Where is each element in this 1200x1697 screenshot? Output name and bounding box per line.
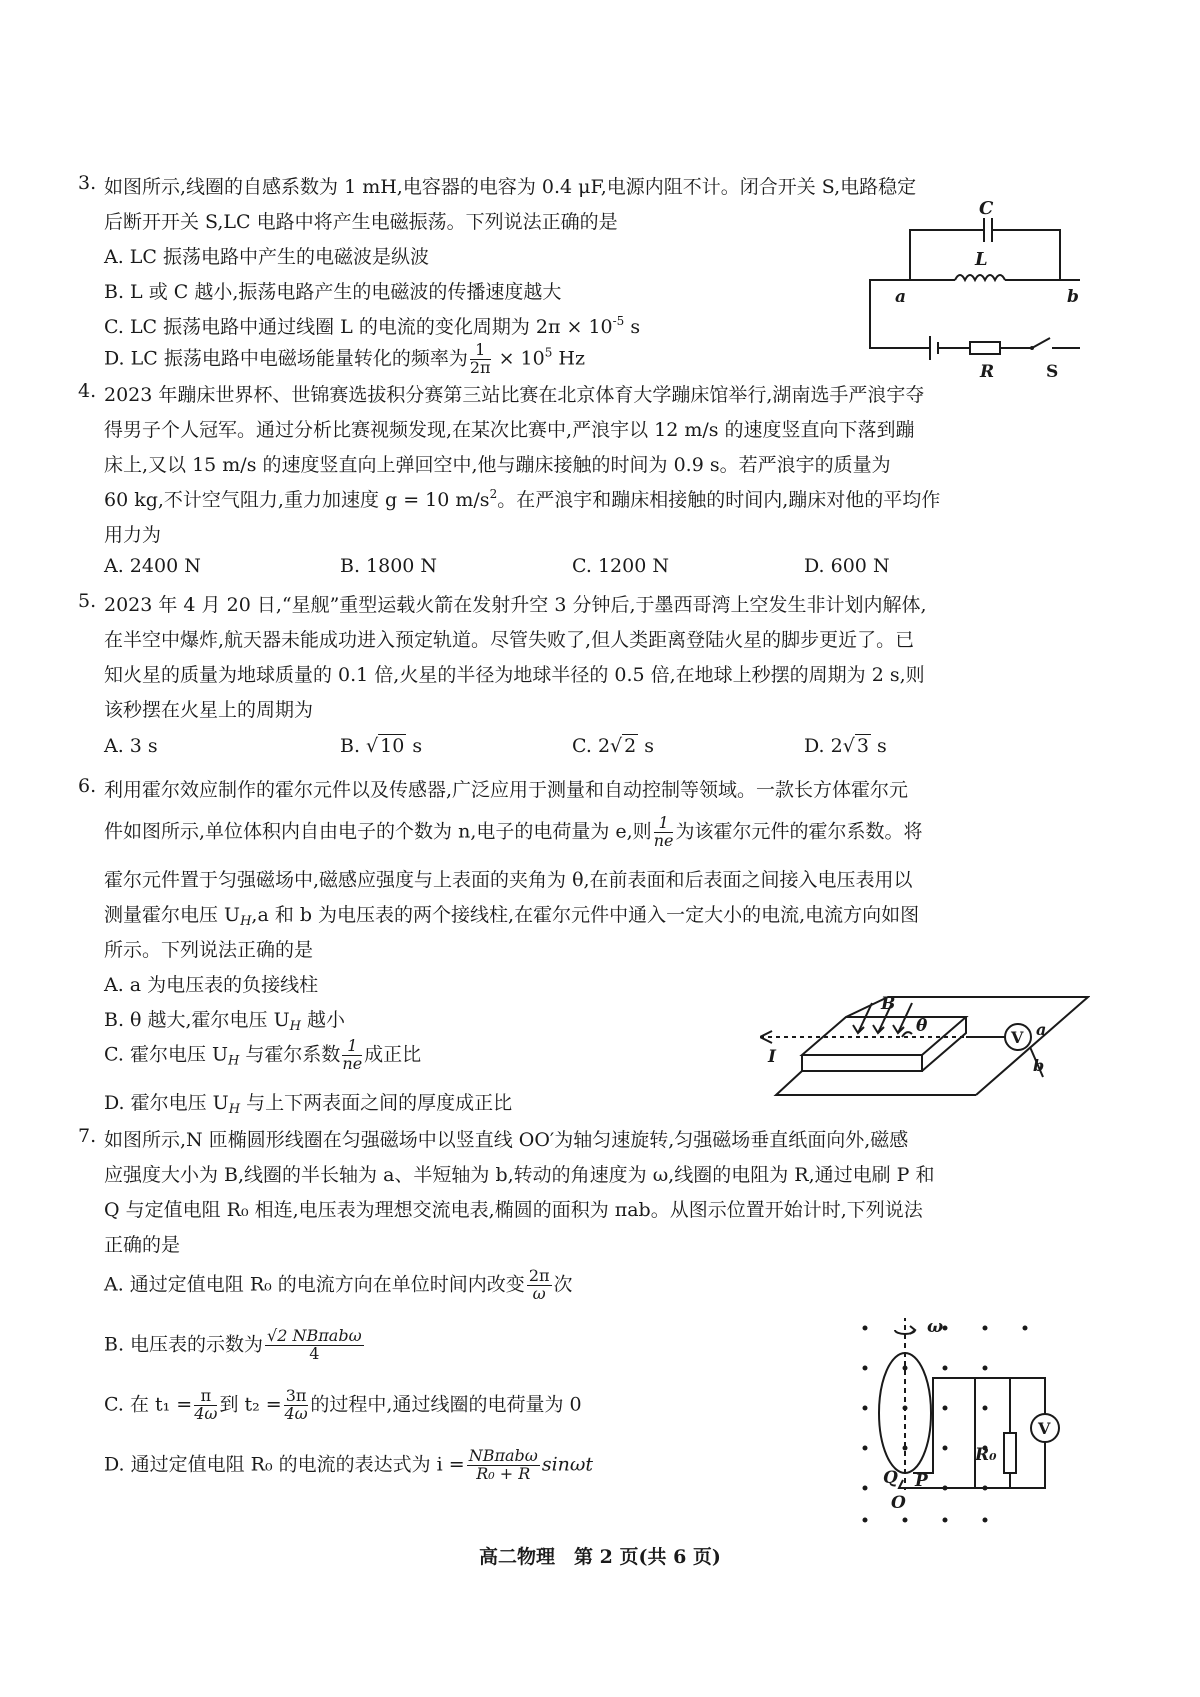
q5-stem-line2: 在半空中爆炸,航天器未能成功进入预定轨道。尽管失败了,但人类距离登陆火星的脚步更近了。已: [104, 629, 915, 651]
q7-stem-line3: Q 与定值电阻 R₀ 相连,电压表为理想交流电表,椭圆的面积为 πab。从图示位置开始计时,下列说法: [104, 1199, 923, 1221]
q7-option-c: C. 在 t₁ = $\frac{\pi}{4\omega}$ 到 t₂ = $\frac{3\pi}{4\omega}$ 的过程中,通过线圈的电荷量为 0: [104, 1386, 582, 1423]
q5-stem-line4: 该秒摆在火星上的周期为: [104, 699, 314, 721]
page-footer: 高二物理 第 2 页(共 6 页): [479, 1546, 721, 1568]
q3-stem-line1: 如图所示,线圈的自感系数为 1 mH,电容器的电容为 0.4 μF,电源内阻不计。闭合开关 S,电路稳定: [104, 176, 917, 198]
q5-stem-line3: 知火星的质量为地球质量的 0.1 倍,火星的半径为地球半径的 0.5 倍,在地球上秒摆的周期为 2 s,则: [104, 664, 925, 686]
q3-option-d: D. LC 振荡电路中电磁场能量转化的频率为 $\frac{1}{2\pi}$ × $10^5$ Hz: [104, 340, 585, 377]
q7-option-d: D. 通过定值电阻 R₀ 的电流的表达式为 i = $\frac{\text{NBπabω}}{\text{R₀ + R}}$ sinωt: [104, 1446, 594, 1483]
q6-stem-line5: 所示。下列说法正确的是: [104, 939, 314, 961]
q4-stem-line2: 得男子个人冠军。通过分析比赛视频发现,在某次比赛中,严浪宇以 12 m/s 的速度竖直向下落到蹦: [104, 419, 915, 441]
q6-number: 6.: [78, 775, 97, 797]
q7-number: 7.: [78, 1125, 97, 1147]
q6-option-c: C. 霍尔电压 $U_H$ 与霍尔系数 $\frac{1}{ne}$ 成正比: [104, 1036, 422, 1073]
terminal-a-label: a: [1036, 1020, 1047, 1039]
q5-option-b: B. √ 10 s: [340, 735, 423, 757]
q6-stem-line1: 利用霍尔效应制作的霍尔元件以及传感器,广泛应用于测量和自动控制等领域。一款长方体霍尔元: [104, 779, 909, 801]
terminal-b-label: b: [1033, 1056, 1045, 1075]
node-a-label: a: [895, 287, 907, 307]
q6-stem-line2: 件如图所示,单位体积内自由电子的个数为 n,电子的电荷量为 e,则 $\frac{1}{ne}$ 为该霍尔元件的霍尔系数。将: [104, 813, 923, 850]
hall-element-diagram: [760, 995, 1090, 1125]
q3-stem-line2: 后断开开关 S,LC 电路中将产生电磁振荡。下列说法正确的是: [104, 211, 618, 233]
q6-option-d: D. 霍尔电压 $U_H$ 与上下两表面之间的厚度成正比: [104, 1092, 513, 1117]
q4-option-b: B. 1800 N: [340, 555, 438, 577]
q7-stem-line4: 正确的是: [104, 1234, 181, 1256]
inductor-label: L: [975, 249, 988, 270]
q6-stem-line3: 霍尔元件置于匀强磁场中,磁感应强度与上表面的夹角为 θ,在前表面和后表面之间接入电压表用以: [104, 869, 913, 891]
resistor-r0-label: R₀: [975, 1445, 997, 1465]
capacitor-label: C: [979, 200, 994, 219]
angle-theta-label: θ: [916, 1016, 928, 1036]
voltmeter-label: V: [1038, 1419, 1051, 1438]
q5-stem-line1: 2023 年 4 月 20 日,“星舰”重型运载火箭在发射升空 3 分钟后,于墨西哥湾上空发生非计划内解体,: [104, 594, 927, 616]
q4-stem-line1: 2023 年蹦床世界杯、世锦赛选拔积分赛第三站比赛在北京体育大学蹦床馆举行,湖南选手严浪宇夺: [104, 384, 925, 406]
q4-stem-line3: 床上,又以 15 m/s 的速度竖直向上弹回空中,他与蹦床接触的时间为 0.9 s。若严浪宇的质量为: [104, 454, 891, 476]
current-I-label: I: [768, 1047, 776, 1067]
brush-q-label: Q: [883, 1468, 898, 1488]
q7-stem-line2: 应强度大小为 B,线圈的半长轴为 a、半短轴为 b,转动的角速度为 ω,线圈的电阻为 R,通过电刷 P 和: [104, 1164, 935, 1186]
axis-o-label: O: [891, 1493, 906, 1513]
q5-option-a: A. 3 s: [104, 735, 158, 757]
q3-option-c: C. LC 振荡电路中通过线圈 L 的电流的变化周期为 $2\pi \times 10^{-5}$ s: [104, 314, 641, 338]
q5-option-c: C. 2√ 2 s: [572, 735, 655, 757]
q4-option-a: A. 2400 N: [104, 555, 201, 577]
q4-stem-line4: 60 kg,不计空气阻力,重力加速度 g = 10 $m/s^2$。在严浪宇和蹦床相接触的时间内,蹦床对他的平均作: [104, 487, 941, 511]
brush-p-label: P: [915, 1471, 928, 1491]
q4-number: 4.: [78, 380, 97, 402]
q5-option-d: D. 2√ 3 s: [804, 735, 887, 757]
q7-option-a: A. 通过定值电阻 R₀ 的电流方向在单位时间内改变 $\frac{2\pi}{\omega}$ 次: [104, 1266, 573, 1303]
field-B-label: B: [881, 995, 896, 1014]
node-b-label: b: [1067, 287, 1079, 307]
q4-stem-line5: 用力为: [104, 524, 162, 546]
lc-circuit-diagram: [860, 200, 1080, 380]
q3-option-a: A. LC 振荡电路中产生的电磁波是纵波: [104, 246, 429, 268]
q4-option-d: D. 600 N: [804, 555, 890, 577]
voltmeter-label: V: [1011, 1028, 1024, 1047]
q3-number: 3.: [78, 172, 97, 194]
omega-label: ω: [927, 1318, 944, 1337]
q3-option-b: B. L 或 C 越小,振荡电路产生的电磁波的传播速度越大: [104, 281, 562, 303]
switch-label: S: [1046, 362, 1059, 380]
resistor-label: R: [980, 362, 995, 380]
q7-stem-line1: 如图所示,N 匝椭圆形线圈在匀强磁场中以竖直线 OO′为轴匀速旋转,匀强磁场垂直纸面向外,磁感: [104, 1129, 909, 1151]
rotating-coil-diagram: [855, 1318, 1095, 1528]
q6-option-a: A. a 为电压表的负接线柱: [104, 974, 319, 996]
q6-stem-line4: 测量霍尔电压 $U_H,a$ 和 b 为电压表的两个接线柱,在霍尔元件中通入一定大小的电流,电流方向如图: [104, 904, 920, 929]
q7-option-b: B. 电压表的示数为 $\frac{\text{√2 NBπabω}}{4}$: [104, 1326, 362, 1363]
q5-number: 5.: [78, 590, 97, 612]
q4-option-c: C. 1200 N: [572, 555, 669, 577]
q6-option-b: B. θ 越大,霍尔电压 $U_H$ 越小: [104, 1009, 346, 1034]
